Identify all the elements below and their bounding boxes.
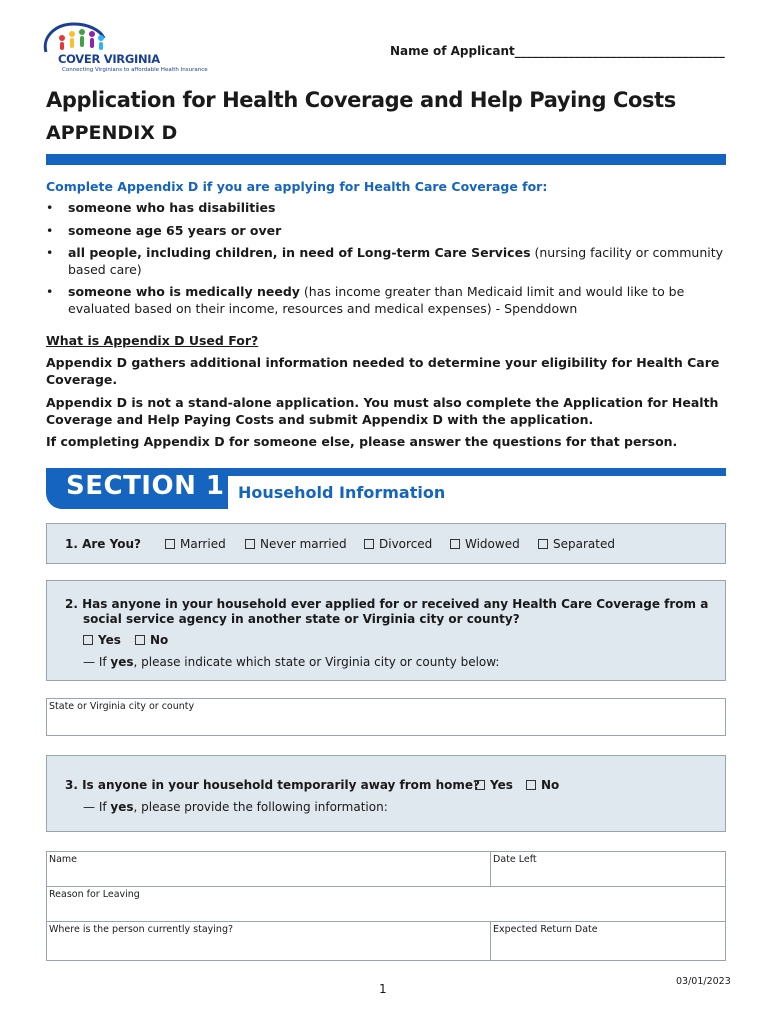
logo-tagline: Connecting Virginians to affordable Health Insurance (62, 67, 208, 73)
name-label: Name (49, 854, 78, 865)
used-for-paragraph-3: If completing Appendix D for someone else, please answer the questions for that person. (46, 434, 678, 449)
logo-people-icon (40, 20, 120, 56)
date-left-label: Date Left (493, 854, 537, 865)
never-married-checkbox[interactable]: Never married (245, 537, 347, 551)
q3-no-checkbox[interactable]: No (526, 778, 559, 792)
applicant-name-field[interactable]: Name of Applicant___________________________________ (390, 44, 725, 58)
question-3-box (46, 755, 726, 832)
widowed-checkbox[interactable]: Widowed (450, 537, 520, 551)
q2-no-checkbox[interactable]: No (135, 633, 168, 647)
page-title: Application for Health Coverage and Help Paying Costs (46, 88, 676, 112)
section-label: Household Information (238, 483, 446, 502)
used-for-paragraph-2: Appendix D is not a stand-alone application. You must also complete the Application for Health Coverage and Help Paying Costs and submit Appendix D with the application. (46, 395, 719, 427)
state-or-city-field[interactable] (46, 698, 726, 736)
question-2-line-2: social service agency in another state or Virginia city or county? (83, 612, 520, 626)
separated-checkbox[interactable]: Separated (538, 537, 615, 551)
section-number: SECTION 1 (66, 471, 225, 501)
date-left-field[interactable] (490, 851, 726, 887)
bullet-item: • someone who has disabilities (46, 200, 726, 217)
page-subtitle: APPENDIX D (46, 122, 178, 144)
page-number: 1 (379, 982, 387, 996)
question-1-label: 1. Are You? (65, 537, 141, 551)
bullet-item: • someone age 65 years or over (46, 223, 726, 240)
current-location-field[interactable] (46, 921, 491, 961)
state-or-city-label: State or Virginia city or county (49, 701, 195, 712)
reason-for-leaving-field[interactable] (46, 886, 726, 922)
section-tab (46, 468, 228, 509)
logo-name: COVER VIRGINIA (58, 52, 160, 66)
bullet-item: • all people, including children, in need of Long-term Care Services (nursing facility or community based care) (46, 245, 726, 278)
intro-bullet-list (46, 200, 726, 323)
reason-for-leaving-label: Reason for Leaving (49, 889, 140, 900)
name-field[interactable] (46, 851, 491, 887)
q2-yes-checkbox[interactable]: Yes (83, 633, 121, 647)
expected-return-date-field[interactable] (490, 921, 726, 961)
revision-date: 03/01/2023 (676, 976, 731, 987)
divorced-checkbox[interactable]: Divorced (364, 537, 432, 551)
q3-if-yes-instruction: — If yes, please provide the following information: (83, 800, 388, 814)
expected-return-date-label: Expected Return Date (493, 924, 598, 935)
question-3-label: 3. Is anyone in your household temporarily away from home? (65, 778, 480, 792)
question-2-box (46, 580, 726, 681)
used-for-heading: What is Appendix D Used For? (46, 333, 259, 348)
intro-heading: Complete Appendix D if you are applying for Health Care Coverage for: (46, 179, 548, 194)
married-checkbox[interactable]: Married (165, 537, 226, 551)
q2-if-yes-instruction: — If yes, please indicate which state or Virginia city or county below: (83, 655, 500, 669)
q3-yes-checkbox[interactable]: Yes (475, 778, 513, 792)
used-for-paragraph-1: Appendix D gathers additional information needed to determine your eligibility for Health Care Coverage. (46, 355, 720, 387)
cover-virginia-logo (40, 20, 210, 78)
bullet-item: • someone who is medically needy (has income greater than Medicaid limit and would like to be evaluated based on their income, resources and medical expenses) - Spenddown (46, 284, 726, 317)
question-2-line-1: 2. Has anyone in your household ever applied for or received any Health Care Coverage from a (65, 597, 709, 611)
title-divider (46, 154, 726, 165)
question-1-box (46, 523, 726, 564)
current-location-label: Where is the person currently staying? (49, 924, 234, 935)
